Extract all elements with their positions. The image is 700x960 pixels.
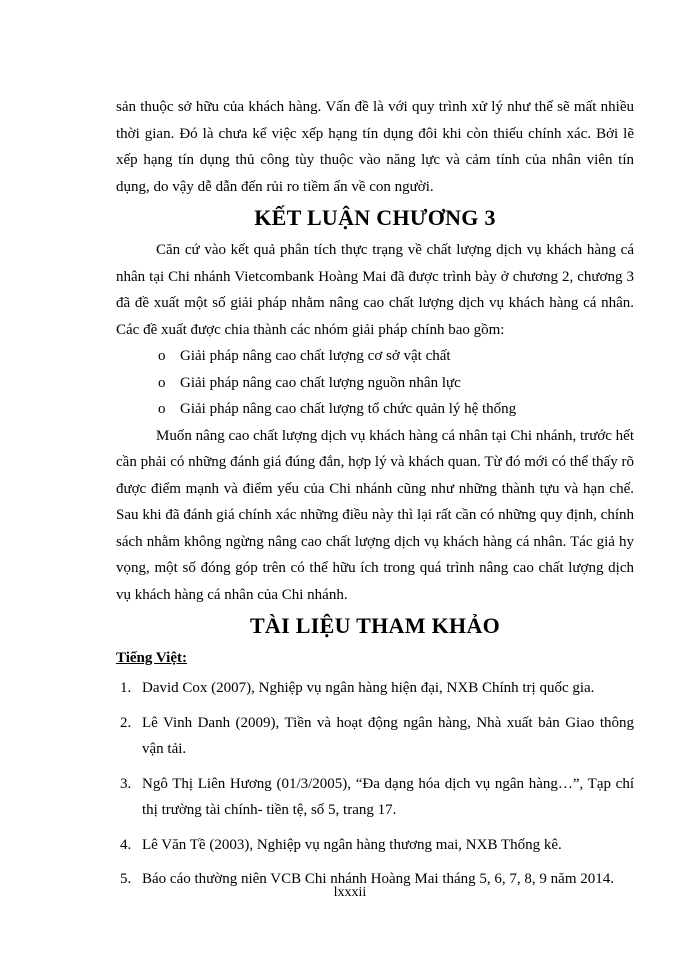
references-title: TÀI LIỆU THAM KHẢO — [249, 613, 501, 638]
reference-item: 3. Ngô Thị Liên Hương (01/3/2005), “Đa dạng hóa dịch vụ ngân hàng…”, Tạp chí thị trường tài chính- tiền tệ, số 5, trang 17. — [120, 775, 634, 818]
conclusion-paragraph-1: Căn cứ vào kết quả phân tích thực trạng về chất lượng dịch vụ khách hàng cá nhân tại Chi nhánh Vietcombank Hoàng Mai đã được trình bày ở chương 2, chương 3 đã đề xuất một số giải pháp nhằm nâng cao chất lượng dịch vụ khách hàng cá nhân. Các đề xuất được chia thành các nhóm giải pháp chính bao gồm: — [116, 242, 634, 338]
reference-item: 1. David Cox (2007), Nghiệp vụ ngân hàng hiện đại, NXB Chính trị quốc gia. — [120, 680, 595, 696]
list-item: o Giải pháp nâng cao chất lượng nguồn nhân lực — [116, 370, 634, 397]
reference-item: 5. Báo cáo thường niên VCB Chi nhánh Hoàng Mai tháng 5, 6, 7, 8, 9 năm 2014. — [120, 871, 614, 887]
reference-item: 4. Lê Văn Tề (2003), Nghiệp vụ ngân hàng thương mai, NXB Thống kê. — [120, 836, 562, 853]
list-item: o Giải pháp nâng cao chất lượng cơ sở vật chất — [116, 343, 634, 370]
bullet-icon: o — [158, 401, 166, 417]
reference-item: 2. Lê Vinh Danh (2009), Tiền và hoạt động ngân hàng, Nhà xuất bản Giao thông vận tải. — [120, 714, 634, 757]
bullet-icon: o — [158, 374, 166, 391]
conclusion-title: KẾT LUẬN CHƯƠNG 3 — [254, 205, 496, 230]
references-subheading: Tiếng Việt: — [116, 650, 187, 666]
reference-list — [116, 675, 634, 893]
list-item: o Giải pháp nâng cao chất lượng tổ chức quản lý hệ thống — [116, 396, 634, 423]
document-page — [116, 94, 634, 901]
bullet-icon: o — [158, 348, 166, 364]
conclusion-paragraph-2: Muốn nâng cao chất lượng dịch vụ khách hàng cá nhân tại Chi nhánh, trước hết cần phải có những đánh giá đúng đắn, hợp lý và khách quan. Từ đó mới có thể thấy rõ được điểm mạnh và điểm yếu của Chi nhánh cũng như những thành tựu và hạn chế. Sau khi đã đánh giá chính xác những điều này thì lại rất cần có những quy định, chính sách nhằm không ngừng nâng cao chất lượng dịch vụ khách hàng cá nhân. Tác giả hy vọng, một số đóng góp trên có thể hữu ích trong quá trình nâng cao chất lượng dịch vụ khách hàng cá nhân của Chi nhánh. — [116, 427, 634, 603]
solution-list — [116, 343, 634, 423]
intro-paragraph: sản thuộc sở hữu của khách hàng. Vấn đề là với quy trình xử lý như thế sẽ mất nhiều thời gian. Đó là chưa kể việc xếp hạng tín dụng đôi khi còn thiếu chính xác. Bởi lẽ xếp hạng tín dụng thủ công tùy thuộc vào năng lực và cảm tính của nhân viên tín dụng, do vậy dễ dẫn đến rủi ro tiềm ẩn về con người. — [116, 99, 634, 195]
page-number: lxxxii — [333, 885, 367, 900]
